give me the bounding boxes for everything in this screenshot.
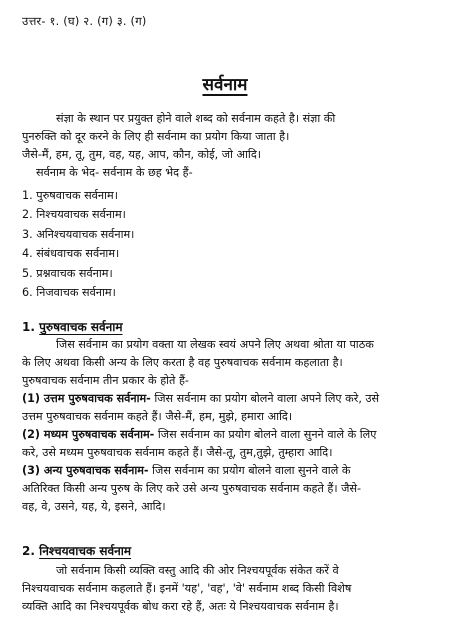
body-line: जो सर्वनाम किसी व्यक्ति वस्तु आदि की ओर निश्चयपूर्वक संकेत करें वे	[56, 564, 339, 577]
body-line: उत्तम पुरुषवाचक सर्वनाम कहते हैं। जैसे-मैं, हम, मुझे, हमारा आदि।	[22, 410, 293, 423]
section-1-body	[22, 336, 428, 516]
page-title	[0, 72, 450, 95]
body-line: पुरुषवाचक सर्वनाम तीन प्रकार के होते हैं-	[22, 374, 189, 387]
types-list	[22, 186, 428, 302]
body-line	[22, 390, 428, 408]
body-line: जिस सर्वनाम का प्रयोग वक्ता या लेखक स्वयं अपने लिए अथवा श्रोता या पाठक	[56, 338, 374, 351]
section-2-body	[22, 562, 428, 616]
body-line: निश्चयवाचक सर्वनाम कहलाते हैं। इनमें 'यह', 'वह', 'वे' सर्वनाम शब्द किसी विशेष	[22, 582, 352, 595]
section-title: पुरुषवाचक सर्वनाम	[39, 320, 123, 334]
body-line	[22, 426, 428, 444]
subtype-text: जिस सर्वनाम का प्रयोग बोलने वाला सुनने वाले के लिए	[154, 428, 377, 441]
answer-line: उत्तर- १. (घ) २. (ग) ३. (ग)	[22, 14, 147, 28]
subtype-label: (1) उत्तम पुरुषवाचक सर्वनाम-	[22, 392, 151, 405]
list-item: 1. पुरुषवाचक सर्वनाम।	[22, 189, 118, 202]
list-item: 6. निजवाचक सर्वनाम।	[22, 285, 116, 299]
list-item: 4. संबंधवाचक सर्वनाम।	[22, 247, 120, 261]
intro-line: सर्वनाम के भेद- सर्वनाम के छह भेद हैं-	[36, 166, 193, 179]
section-heading	[22, 318, 123, 335]
section-heading	[22, 542, 131, 559]
body-line: के लिए अथवा किसी अन्य के लिए करता है वह पुरुषवाचक सर्वनाम कहलाता है।	[22, 356, 343, 369]
intro-line: पुनरुक्ति को दूर करने के लिए ही सर्वनाम का प्रयोग किया जाता है।	[22, 130, 290, 143]
intro-paragraph	[22, 110, 428, 182]
body-line: व्यक्ति आदि का निश्चयपूर्वक बोध करा रहे हैं, अतः ये निश्चयवाचक सर्वनाम है।	[22, 600, 339, 613]
body-line: अतिरिक्त किसी अन्य पुरुष के लिए करे उसे अन्य पुरुषवाचक सर्वनाम कहते हैं। जैसे-	[22, 482, 362, 495]
list-item: 3. अनिश्चयवाचक सर्वनाम।	[22, 227, 135, 241]
section-number: 2.	[22, 544, 35, 558]
intro-line: संज्ञा के स्थान पर प्रयुक्त होने वाले शब्द को सर्वनाम कहते है। संज्ञा की	[56, 112, 336, 125]
list-item: 2. निश्चयवाचक सर्वनाम।	[22, 208, 126, 222]
subtype-text: जिस सर्वनाम का प्रयोग बोलने वाला अपने लिए करे, उसे	[150, 392, 380, 405]
body-line: वह, वे, उसने, यह, ये, इसने, आदि।	[22, 500, 166, 513]
page-title-text: सर्वनाम	[202, 75, 248, 95]
list-item: 5. प्रश्नवाचक सर्वनाम।	[22, 266, 113, 280]
section-number: 1.	[22, 320, 35, 334]
body-line: करे, उसे मध्यम पुरुषवाचक सर्वनाम कहते हैं। जैसे-तू, तुम,तुझे, तुम्हारा आदि।	[22, 446, 333, 459]
subtype-text: जिस सर्वनाम का प्रयोग बोलने वाला सुनने वाले के	[148, 464, 351, 477]
intro-line: जैसे-मैं, हम, तू, तुम, वह, यह, आप, कौन, कोई, जो आदि।	[22, 148, 262, 161]
body-line	[22, 462, 428, 480]
subtype-label: (2) मध्यम पुरुषवाचक सर्वनाम-	[22, 428, 155, 441]
section-title: निश्चयवाचक सर्वनाम	[39, 544, 132, 558]
subtype-label: (3) अन्य पुरुषवाचक सर्वनाम-	[22, 464, 149, 477]
